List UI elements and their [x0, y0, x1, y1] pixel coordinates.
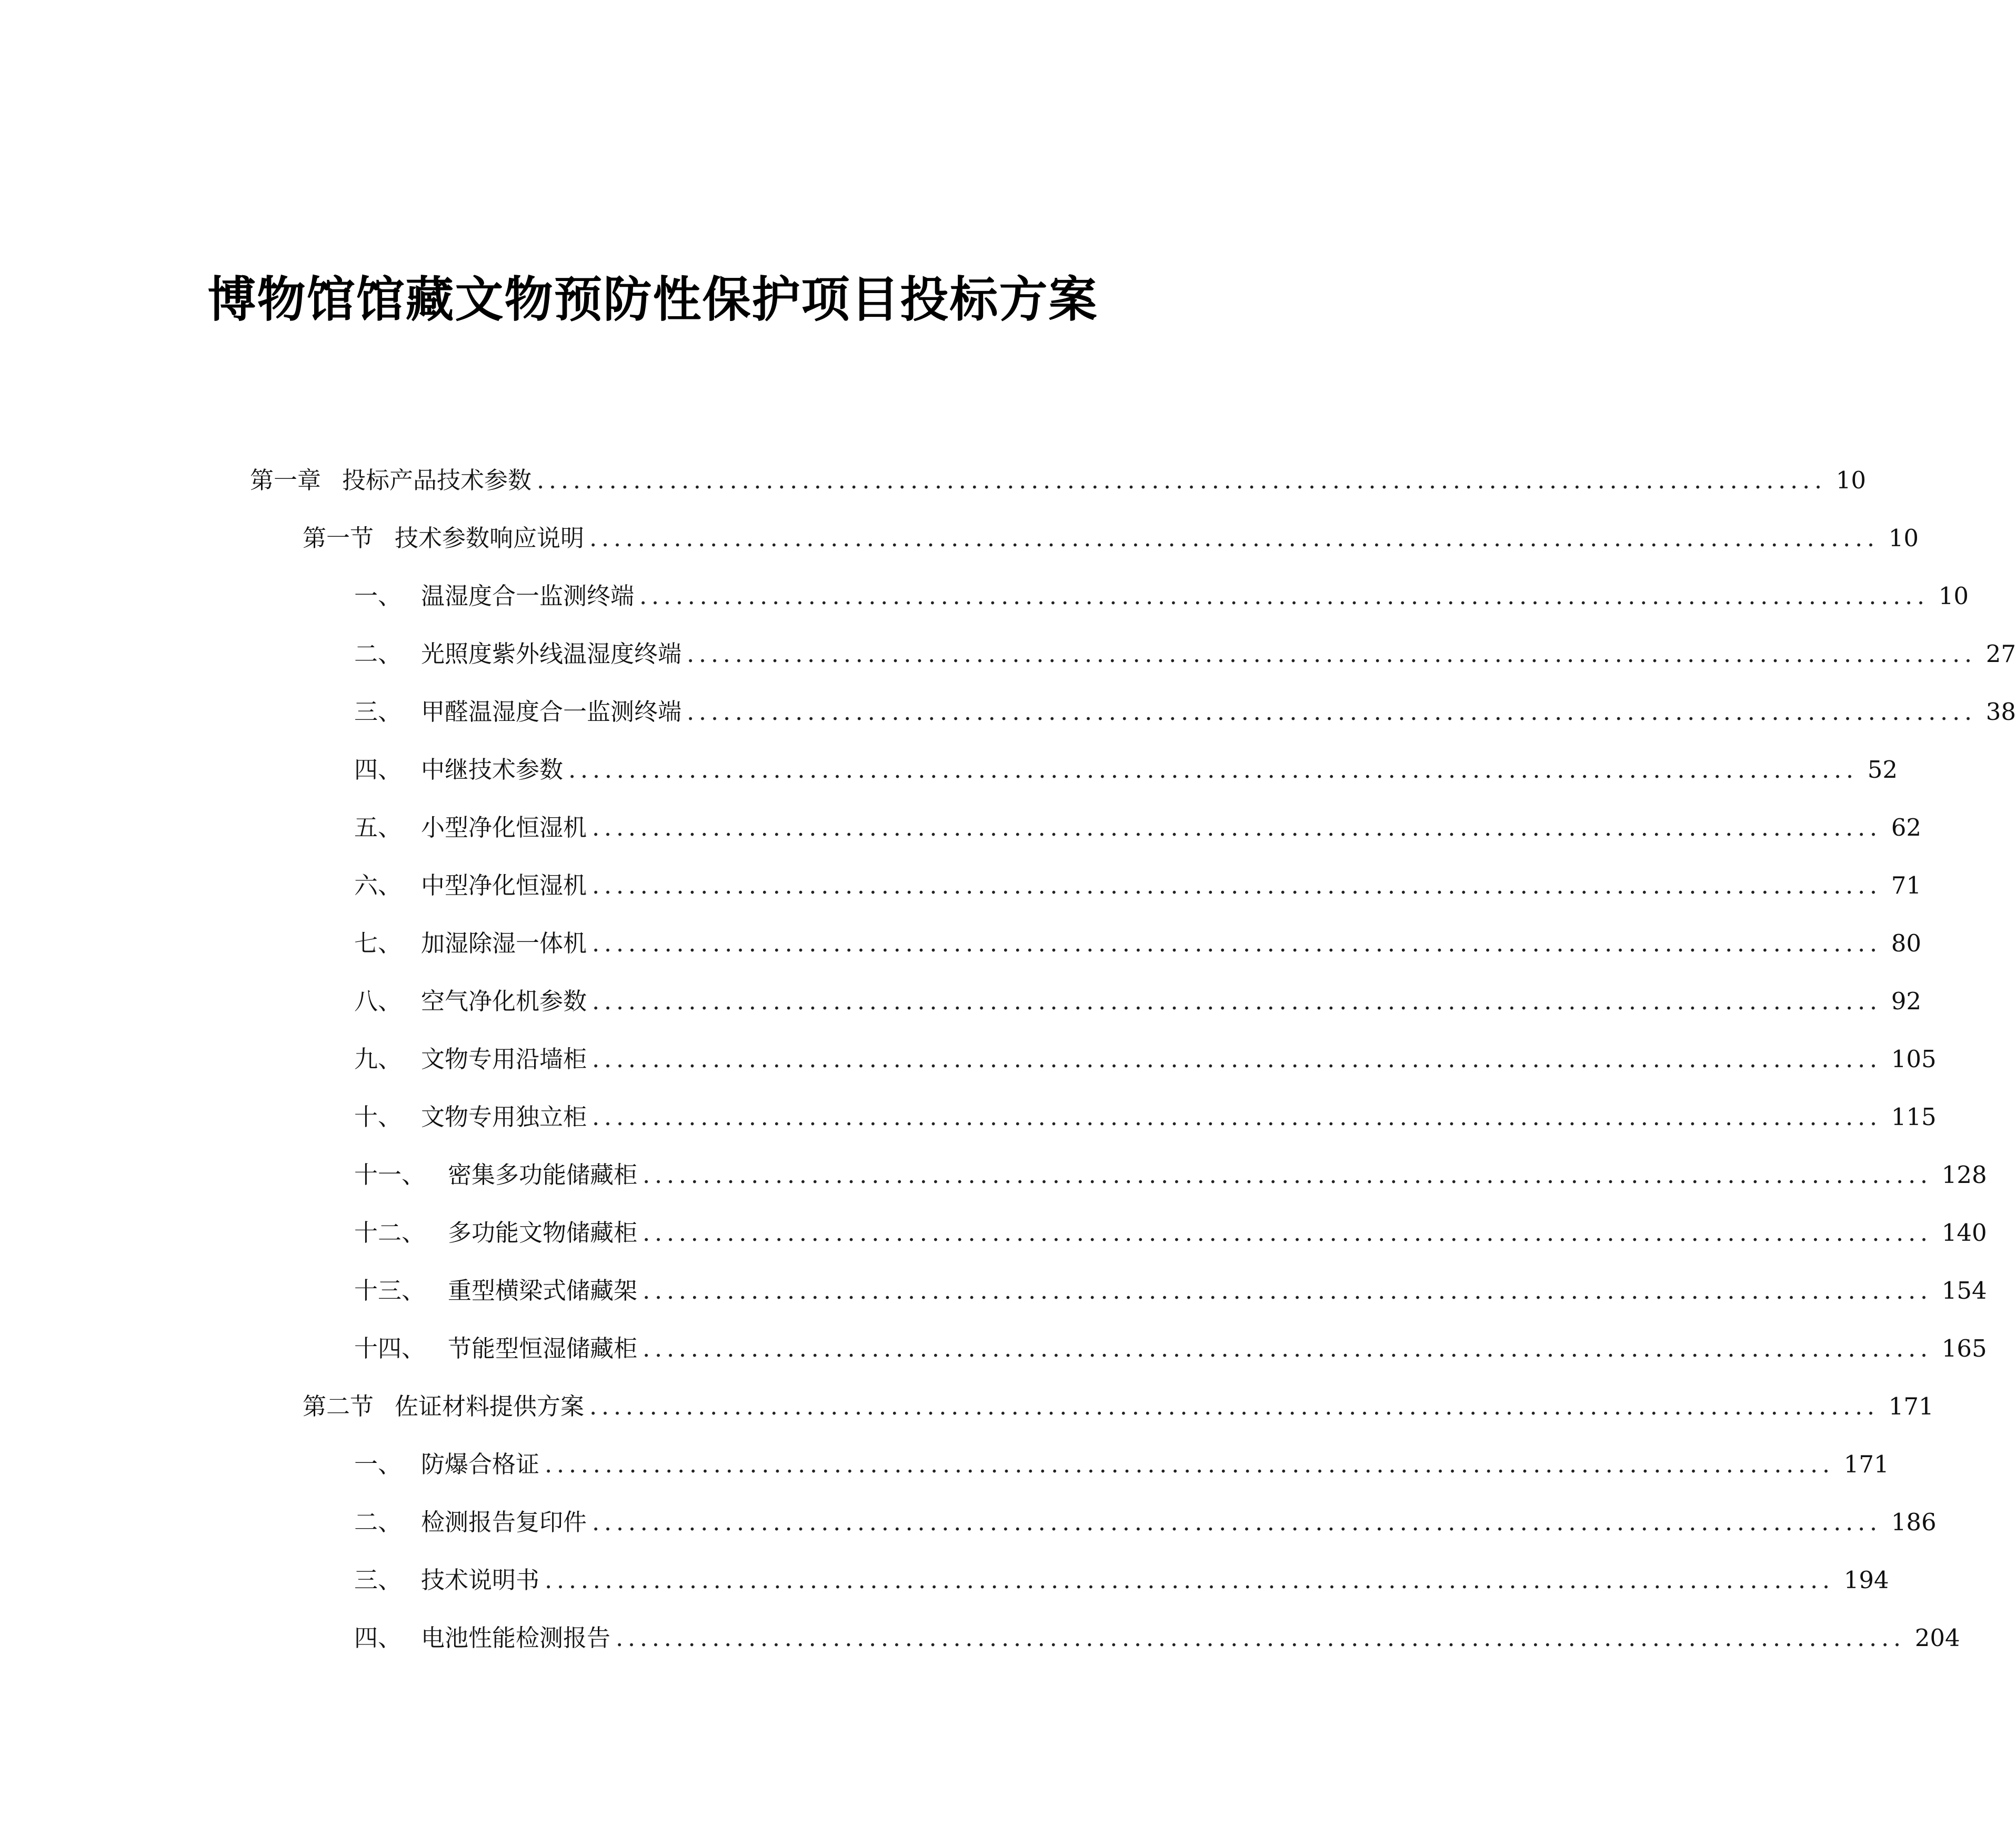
toc-entry-number: 一、: [354, 582, 402, 610]
toc-entry-title: 温湿度合一监测终端: [421, 582, 635, 610]
toc-entry[interactable]: [354, 751, 1898, 788]
toc-entry-number: 四、: [354, 756, 402, 784]
toc-page-number: 38: [1985, 698, 2016, 726]
toc-dot-leader: ...........................................................................................................: [589, 1392, 1879, 1420]
toc-dot-leader: ...........................................................................................................: [643, 1161, 1932, 1189]
toc-dot-leader: ...........................................................................................................: [592, 871, 1882, 899]
toc-dot-leader: ...........................................................................................................: [639, 582, 1929, 610]
toc-page-number: 52: [1867, 756, 1898, 784]
document-title: 博物馆馆藏文物预防性保护项目投标方案: [207, 272, 1098, 328]
toc-dot-leader: ...........................................................................................................: [643, 1277, 1932, 1305]
toc-page-number: 171: [1843, 1450, 1889, 1478]
toc-dot-leader: ...........................................................................................................: [592, 1103, 1882, 1131]
toc-dot-leader: ...........................................................................................................: [545, 1450, 1834, 1478]
toc-entry[interactable]: [354, 983, 1922, 1020]
toc-entry-title: 中继技术参数: [421, 756, 564, 784]
toc-dot-leader: ...........................................................................................................: [537, 466, 1827, 494]
toc-entry[interactable]: [354, 1562, 1889, 1599]
toc-entry-title: 技术说明书: [421, 1566, 540, 1594]
toc-page-number: 62: [1891, 814, 1922, 841]
toc-entry[interactable]: [354, 1272, 1987, 1309]
toc-entry[interactable]: [303, 520, 1919, 557]
toc-page-number: 10: [1938, 582, 1969, 610]
toc-entry-number: 第一章: [250, 466, 322, 494]
toc-dot-leader: ...........................................................................................................: [589, 524, 1879, 552]
toc-dot-leader: ...........................................................................................................: [616, 1624, 1905, 1652]
toc-entry-number: 十、: [354, 1103, 402, 1131]
toc-entry-number: 一、: [354, 1450, 402, 1478]
toc-dot-leader: ...........................................................................................................: [568, 756, 1858, 784]
toc-page-number: 71: [1891, 871, 1922, 899]
toc-entry-number: 十三、: [354, 1277, 426, 1305]
toc-page-number: 10: [1836, 466, 1867, 494]
toc-page-number: 204: [1914, 1624, 1960, 1652]
toc-dot-leader: ...........................................................................................................: [592, 814, 1882, 841]
toc-entry[interactable]: [354, 636, 2016, 673]
toc-entry-title: 光照度紫外线温湿度终端: [421, 640, 682, 668]
toc-entry-title: 检测报告复印件: [421, 1508, 587, 1536]
toc-entry-title: 密集多功能储藏柜: [448, 1161, 638, 1189]
toc-dot-leader: ...........................................................................................................: [643, 1219, 1932, 1247]
toc-page-number: 171: [1888, 1392, 1934, 1420]
toc-page-number: 194: [1843, 1566, 1889, 1594]
toc-entry-number: 六、: [354, 871, 402, 899]
toc-entry[interactable]: [250, 462, 1867, 499]
toc-entry[interactable]: [354, 1504, 1937, 1541]
toc-entry[interactable]: [354, 1446, 1889, 1483]
toc-page-number: 92: [1891, 987, 1922, 1015]
toc-entry-number: 二、: [354, 1508, 402, 1536]
toc-page-number: 80: [1891, 929, 1922, 957]
toc-page-number: 10: [1888, 524, 1919, 552]
toc-dot-leader: ...........................................................................................................: [545, 1566, 1834, 1594]
toc-entry-number: 第二节: [303, 1392, 374, 1420]
toc-entry[interactable]: [354, 578, 1969, 615]
toc-entry-title: 加湿除湿一体机: [421, 929, 587, 957]
toc-entry-title: 文物专用沿墙柜: [421, 1045, 587, 1073]
toc-entry-number: 十二、: [354, 1219, 426, 1247]
toc-page-number: 140: [1941, 1219, 1987, 1247]
toc-entry-number: 第一节: [303, 524, 374, 552]
toc-entry[interactable]: [354, 867, 1922, 904]
toc-page-number: 154: [1941, 1277, 1987, 1305]
toc-entry-number: 三、: [354, 698, 402, 726]
toc-entry-title: 技术参数响应说明: [395, 524, 585, 552]
toc-entry[interactable]: [354, 1215, 1987, 1251]
toc-entry[interactable]: [354, 1041, 1937, 1078]
toc-page-number: 165: [1941, 1335, 1987, 1362]
toc-entry[interactable]: [354, 1099, 1937, 1136]
toc-entry-title: 甲醛温湿度合一监测终端: [421, 698, 682, 726]
toc-entry-number: 八、: [354, 987, 402, 1015]
toc-entry-title: 文物专用独立柜: [421, 1103, 587, 1131]
toc-entry-number: 五、: [354, 814, 402, 841]
toc-entry-number: 三、: [354, 1566, 402, 1594]
toc-entry-number: 十一、: [354, 1161, 426, 1189]
toc-page-number: 186: [1891, 1508, 1937, 1536]
toc-entry-title: 投标产品技术参数: [342, 466, 532, 494]
toc-entry-title: 空气净化机参数: [421, 987, 587, 1015]
toc-entry[interactable]: [354, 809, 1922, 846]
toc-entry-number: 四、: [354, 1624, 402, 1652]
toc-entry-title: 佐证材料提供方案: [395, 1392, 585, 1420]
toc-entry-title: 节能型恒湿储藏柜: [448, 1335, 638, 1362]
toc-dot-leader: ...........................................................................................................: [592, 1508, 1882, 1536]
toc-dot-leader: ...........................................................................................................: [592, 987, 1882, 1015]
toc-entry-title: 电池性能检测报告: [421, 1624, 611, 1652]
toc-entry[interactable]: [354, 1620, 1960, 1657]
toc-dot-leader: ...........................................................................................................: [592, 929, 1882, 957]
toc-entry-number: 九、: [354, 1045, 402, 1073]
toc-page-number: 105: [1891, 1045, 1937, 1073]
toc-entry[interactable]: [354, 1330, 1987, 1367]
toc-entry-title: 小型净化恒湿机: [421, 814, 587, 841]
toc-dot-leader: ...........................................................................................................: [687, 640, 1977, 668]
toc-entry[interactable]: [354, 1157, 1987, 1193]
toc-entry[interactable]: [303, 1388, 1934, 1425]
toc-page-number: 115: [1891, 1103, 1937, 1131]
toc-dot-leader: ...........................................................................................................: [687, 698, 1977, 726]
toc-page-number: 27: [1985, 640, 2016, 668]
toc-entry-title: 中型净化恒湿机: [421, 871, 587, 899]
toc-page-number: 128: [1941, 1161, 1987, 1189]
toc-entry-number: 七、: [354, 929, 402, 957]
toc-dot-leader: ...........................................................................................................: [643, 1335, 1932, 1362]
toc-dot-leader: ...........................................................................................................: [592, 1045, 1882, 1073]
toc-entry[interactable]: [354, 925, 1922, 962]
toc-entry-number: 二、: [354, 640, 402, 668]
toc-entry-title: 多功能文物储藏柜: [448, 1219, 638, 1247]
toc-entry-title: 防爆合格证: [421, 1450, 540, 1478]
toc-entry-title: 重型横梁式储藏架: [448, 1277, 638, 1305]
toc-entry-number: 十四、: [354, 1335, 426, 1362]
toc-entry[interactable]: [354, 694, 2016, 730]
